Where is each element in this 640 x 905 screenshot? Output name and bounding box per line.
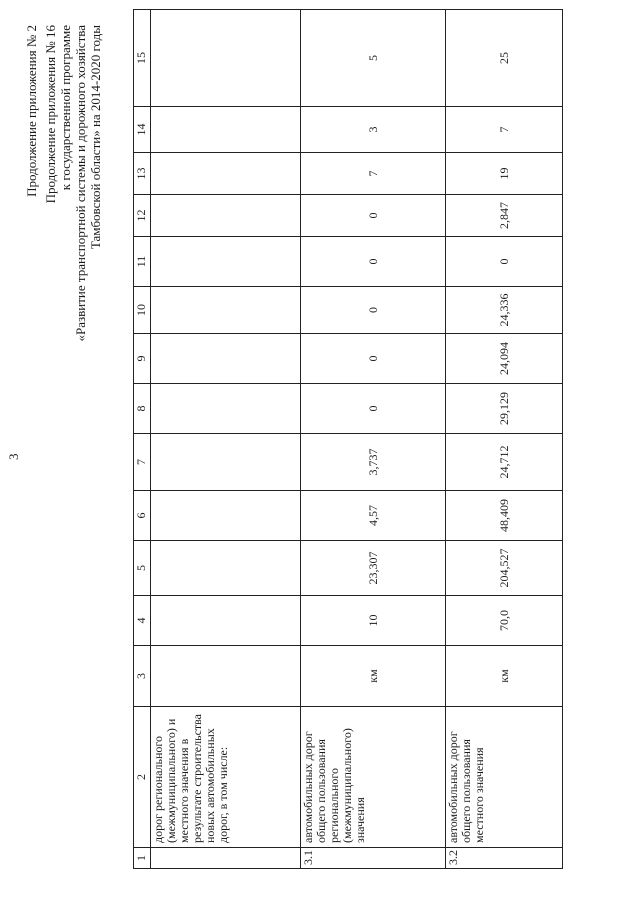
value-cell: 0 [301,237,446,287]
column-number-cell: 15 [134,10,151,107]
table-body [134,10,563,869]
value-cell [151,287,301,334]
value-cell [151,334,301,384]
column-number-cell: 5 [134,541,151,596]
header-line-3: «Развитие транспортной системы и дорожного хозяйства [73,25,88,342]
value-cell [151,384,301,434]
column-number-cell: 7 [134,434,151,491]
value-cell: 29,129 [446,384,563,434]
value-cell: 70,0 [446,596,563,646]
column-number-cell: 1 [134,848,151,869]
table-row [301,10,446,869]
page-number: 3 [6,453,21,460]
indicator-name-cell: дорог регионального (межмуниципального) и местного значения в результате строительства новых автомобильных дорог, в том числе: [151,707,301,848]
document-header [24,25,103,341]
column-number-cell: 11 [134,237,151,287]
value-cell: 48,409 [446,491,563,541]
column-number-cell: 6 [134,491,151,541]
column-number-cell: 13 [134,153,151,195]
table-row [151,10,301,869]
value-cell: 0 [301,195,446,237]
indicators-table [133,9,563,869]
row-number-cell: 3.1 [301,848,446,869]
value-cell: 0 [301,287,446,334]
value-cell [151,195,301,237]
column-number-cell: 14 [134,107,151,153]
data-table-wrapper [133,9,563,869]
value-cell: 24,336 [446,287,563,334]
column-number-cell: 10 [134,287,151,334]
header-line-1: Продолжение приложения № 16 [43,25,58,204]
value-cell [151,10,301,107]
row-number-cell [151,848,301,869]
column-number-cell: 8 [134,384,151,434]
value-cell [151,596,301,646]
value-cell: км [301,646,446,707]
value-cell: 3 [301,107,446,153]
value-cell [151,107,301,153]
value-cell: 2,847 [446,195,563,237]
appendix-continuation: Продолжение приложения № 2 [24,25,39,197]
table-row [446,10,563,869]
value-cell: 7 [446,107,563,153]
header-line-2: к государственной программе [58,25,73,191]
value-cell: 5 [301,10,446,107]
value-cell: 0 [301,384,446,434]
row-number-cell: 3.2 [446,848,563,869]
value-cell: 7 [301,153,446,195]
value-cell [151,491,301,541]
column-number-row [134,10,151,869]
column-number-cell: 3 [134,646,151,707]
value-cell: 3,737 [301,434,446,491]
indicator-name-cell: автомобильных дорог общего пользования местного значения [446,707,563,848]
value-cell [151,646,301,707]
value-cell: 23,307 [301,541,446,596]
value-cell: км [446,646,563,707]
value-cell: 25 [446,10,563,107]
column-number-cell: 12 [134,195,151,237]
value-cell: 4,57 [301,491,446,541]
value-cell [151,237,301,287]
value-cell: 10 [301,596,446,646]
value-cell: 24,712 [446,434,563,491]
value-cell [151,434,301,491]
value-cell: 0 [446,237,563,287]
value-cell: 19 [446,153,563,195]
column-number-cell: 2 [134,707,151,848]
value-cell: 204,527 [446,541,563,596]
header-line-4: Тамбовской области» на 2014-2020 годы [88,25,103,250]
value-cell: 24,094 [446,334,563,384]
indicator-name-cell: автомобильных дорог общего пользования регионального (межмуниципального) значения [301,707,446,848]
value-cell: 0 [301,334,446,384]
column-number-cell: 4 [134,596,151,646]
value-cell [151,541,301,596]
value-cell [151,153,301,195]
column-number-cell: 9 [134,334,151,384]
